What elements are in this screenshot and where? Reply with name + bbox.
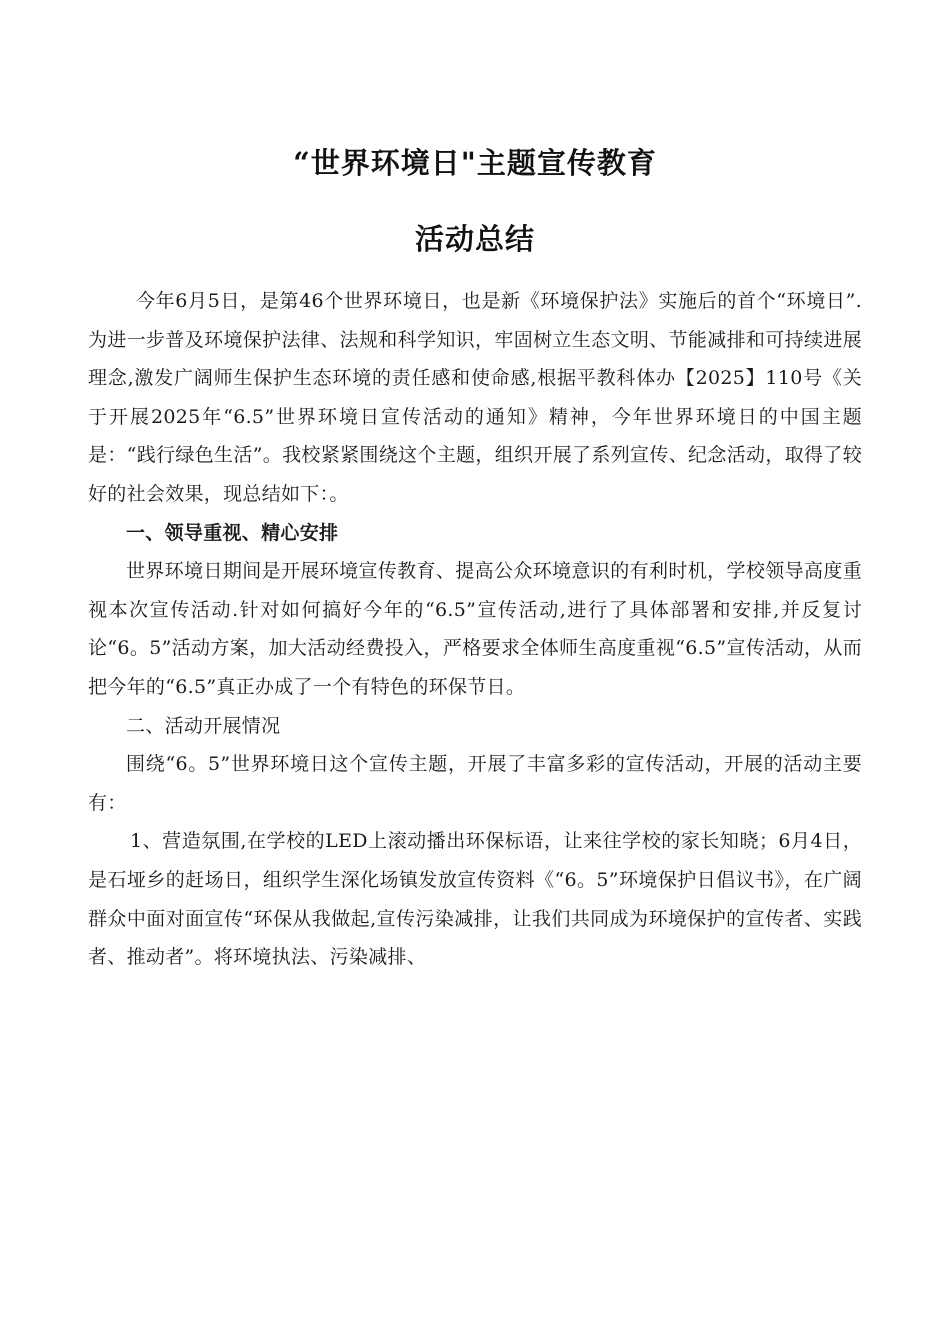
document-body xyxy=(88,282,862,977)
section-heading-2: 二、活动开展情况 xyxy=(126,714,281,737)
document-title-line-1: “世界环境日"主题宣传教育 xyxy=(293,146,657,180)
section-heading-1: 一、领导重视、精心安排 xyxy=(126,521,339,544)
activity-item-1: 1、营造氛围,在学校的LED上滚动播出环保标语，让来往学校的家长知晓；6月4日，是石垭乡的赶场日，组织学生深化场镇发放宣传资料《“6。5”环境保护日倡议书》，在广阔群众中面对面宣传“环保从我做起,宣传污染减排，让我们共同成为环境保护的宣传者、实践者、推动者”。将环境执法、污染减排、 xyxy=(88,830,862,969)
section-2-paragraph: 围绕“6。5”世界环境日这个宣传主题，开展了丰富多彩的宣传活动，开展的活动主要有： xyxy=(88,753,862,814)
intro-paragraph: 今年6月5日，是第46个世界环境日，也是新《环境保护法》实施后的首个“环境日”.为进一步普及环境保护法律、法规和科学知识，牢固树立生态文明、节能减排和可持续进展理念,激发广阔师生保护生态环境的责任感和使命感,根据平教科体办【2025】110号《关于开展2025年“6.5”世界环境日宣传活动的通知》精神，今年世界环境日的中国主题是：“践行绿色生活”。我校紧紧围绕这个主题，组织开展了系列宣传、纪念活动，取得了较好的社会效果，现总结如下：。 xyxy=(88,290,862,505)
section-1-paragraph: 世界环境日期间是开展环境宣传教育、提高公众环境意识的有利时机，学校领导高度重视本次宣传活动.针对如何搞好今年的“6.5”宣传活动,进行了具体部署和安排,并反复讨论“6。5”活动方案，加大活动经费投入，严格要求全体师生高度重视“6.5”宣传活动，从而把今年的“6.5”真正办成了一个有特色的环保节日。 xyxy=(88,560,862,698)
document-title-line-2: 活动总结 xyxy=(414,222,535,256)
